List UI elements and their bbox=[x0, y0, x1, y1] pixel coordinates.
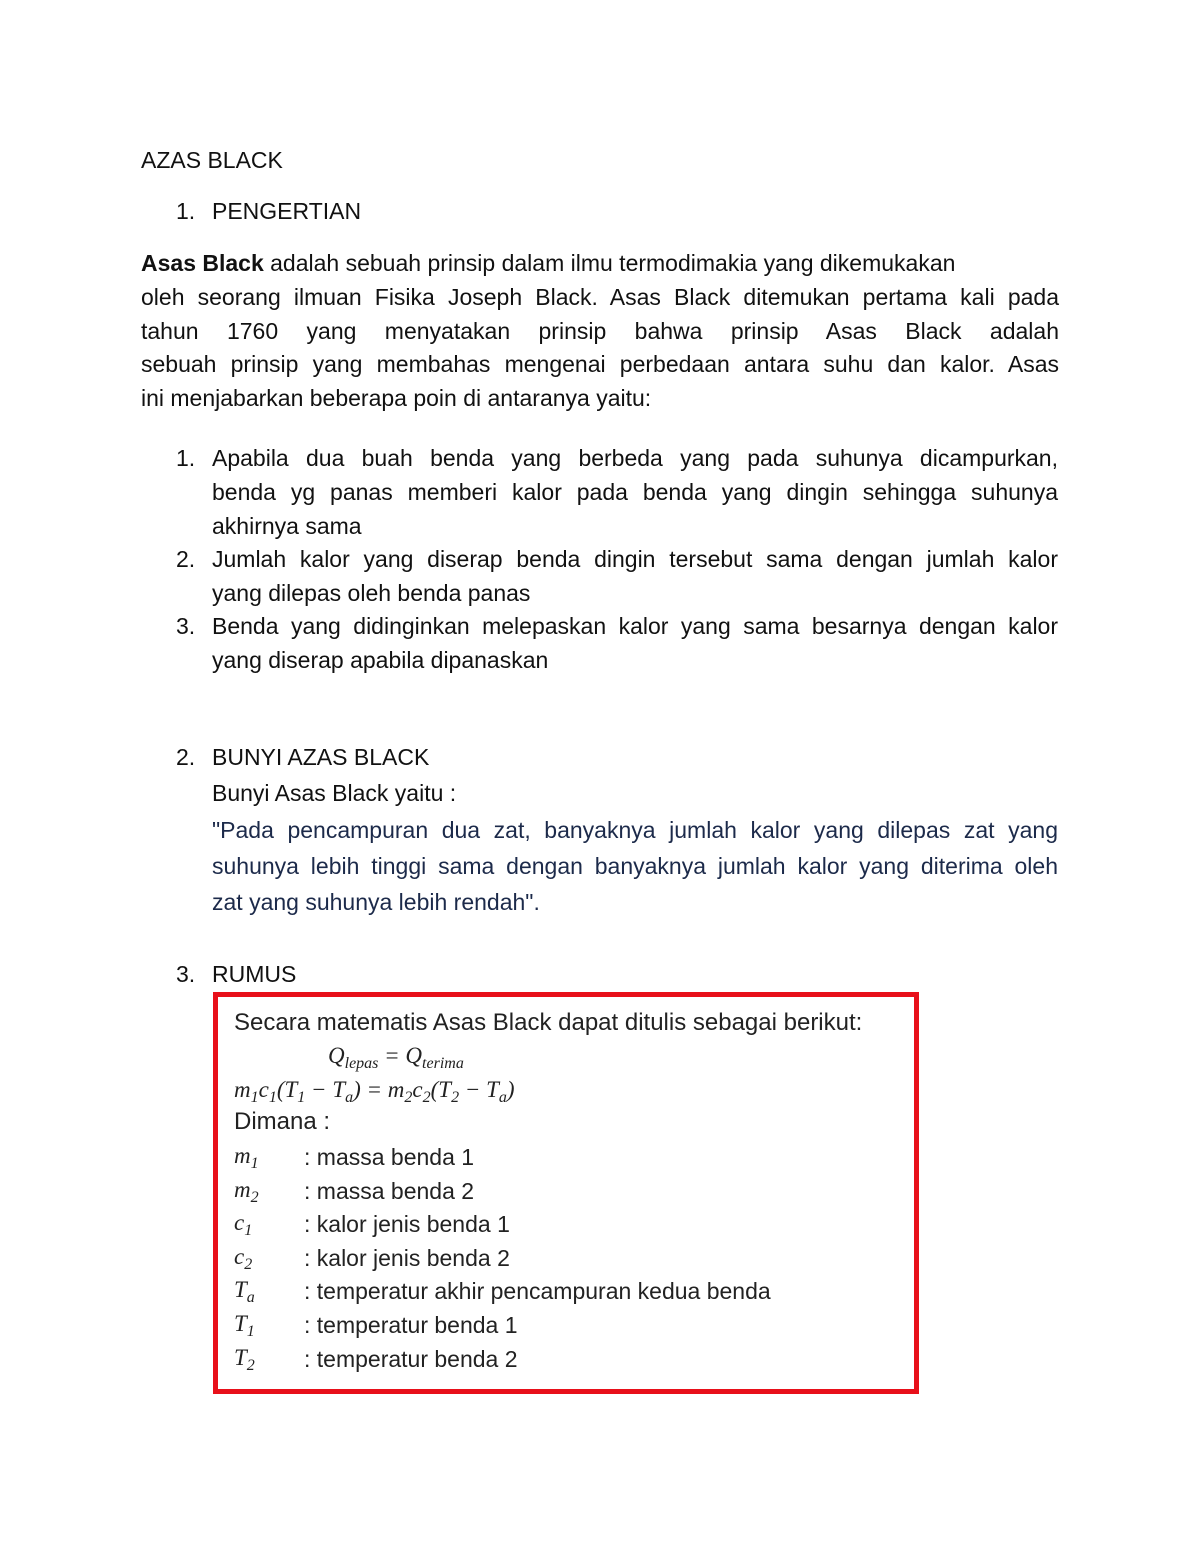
quote-line: zat yang suhunya lebih rendah". bbox=[212, 889, 540, 915]
formula-main-equation: $m_1c_1(T_1 - T_a) = m_2c_2(T_2 - T_a)$ bbox=[234, 1077, 515, 1106]
point-line: Benda yang didinginkan melepaskan kalor yang sama besarnya dengan kalor bbox=[212, 613, 1058, 639]
point-line: Apabila dua buah benda yang berbeda yang pada suhunya dicampurkan, bbox=[212, 445, 1058, 471]
section2-number: 2. bbox=[176, 744, 196, 770]
definition-t2: : temperatur benda 2 bbox=[304, 1346, 518, 1372]
section2-heading: BUNYI AZAS BLACK bbox=[212, 744, 430, 770]
paragraph-line: sebuah prinsip yang membahas mengenai perbedaan antara suhu dan kalor. Asas bbox=[141, 351, 1059, 377]
definition-c2: : kalor jenis benda 2 bbox=[304, 1245, 510, 1271]
definition-line-1 bbox=[141, 246, 1059, 280]
symbol-ta: $T_a$ bbox=[234, 1277, 255, 1306]
point-line: yang diserap apabila dipanaskan bbox=[212, 647, 549, 673]
definition-c1: : kalor jenis benda 1 bbox=[304, 1211, 510, 1237]
point-line: yang dilepas oleh benda panas bbox=[212, 580, 531, 606]
point-line: akhirnya sama bbox=[212, 513, 362, 539]
bold-term: Asas Black bbox=[141, 250, 264, 276]
document-title: AZAS BLACK bbox=[141, 147, 283, 173]
symbol-m1: $m_1$ bbox=[234, 1143, 259, 1172]
symbol-t1: $T_1$ bbox=[234, 1311, 255, 1340]
point-number: 1. bbox=[176, 445, 196, 471]
quote-line: "Pada pencampuran dua zat, banyaknya jumlah kalor yang dilepas zat yang bbox=[212, 817, 1058, 843]
definition-m2: : massa benda 2 bbox=[304, 1178, 475, 1204]
definition-t1: : temperatur benda 1 bbox=[304, 1312, 518, 1338]
formula-intro: Secara matematis Asas Black dapat ditulis sebagai berikut: bbox=[234, 1009, 863, 1036]
symbol-t2: $T_2$ bbox=[234, 1345, 255, 1374]
definition-ta: : temperatur akhir pencampuran kedua benda bbox=[304, 1278, 771, 1304]
dimana-label: Dimana : bbox=[234, 1108, 331, 1135]
section1-number: 1. bbox=[176, 198, 196, 224]
symbol-c2: $c_2$ bbox=[234, 1244, 253, 1273]
section3-heading: RUMUS bbox=[212, 961, 297, 987]
symbol-c1: $c_1$ bbox=[234, 1210, 253, 1239]
paragraph-line: ini menjabarkan beberapa poin di antaranya yaitu: bbox=[141, 385, 652, 411]
point-number: 3. bbox=[176, 613, 196, 639]
definition-m1: : massa benda 1 bbox=[304, 1144, 475, 1170]
formula-q-equation: $Q_{lepas} = Q_{terima}$ bbox=[328, 1043, 464, 1072]
section2-intro: Bunyi Asas Black yaitu : bbox=[212, 780, 457, 806]
point-number: 2. bbox=[176, 546, 196, 572]
paragraph-line: oleh seorang ilmuan Fisika Joseph Black. Asas Black ditemukan pertama kali pada bbox=[141, 284, 1059, 310]
point-line: Jumlah kalor yang diserap benda dingin tersebut sama dengan jumlah kalor bbox=[212, 546, 1058, 572]
point-line: benda yg panas memberi kalor pada benda yang dingin sehingga suhunya bbox=[212, 479, 1058, 505]
quote-line: suhunya lebih tinggi sama dengan banyaknya jumlah kalor yang diterima oleh bbox=[212, 853, 1058, 879]
formula-box bbox=[213, 992, 919, 1394]
symbol-m2: $m_2$ bbox=[234, 1177, 259, 1206]
section3-number: 3. bbox=[176, 961, 196, 987]
paragraph-line: tahun 1760 yang menyatakan prinsip bahwa prinsip Asas Black adalah bbox=[141, 318, 1059, 344]
paragraph-line: adalah sebuah prinsip dalam ilmu termodimakia yang dikemukakan bbox=[263, 250, 956, 276]
section1-heading: PENGERTIAN bbox=[212, 198, 362, 224]
